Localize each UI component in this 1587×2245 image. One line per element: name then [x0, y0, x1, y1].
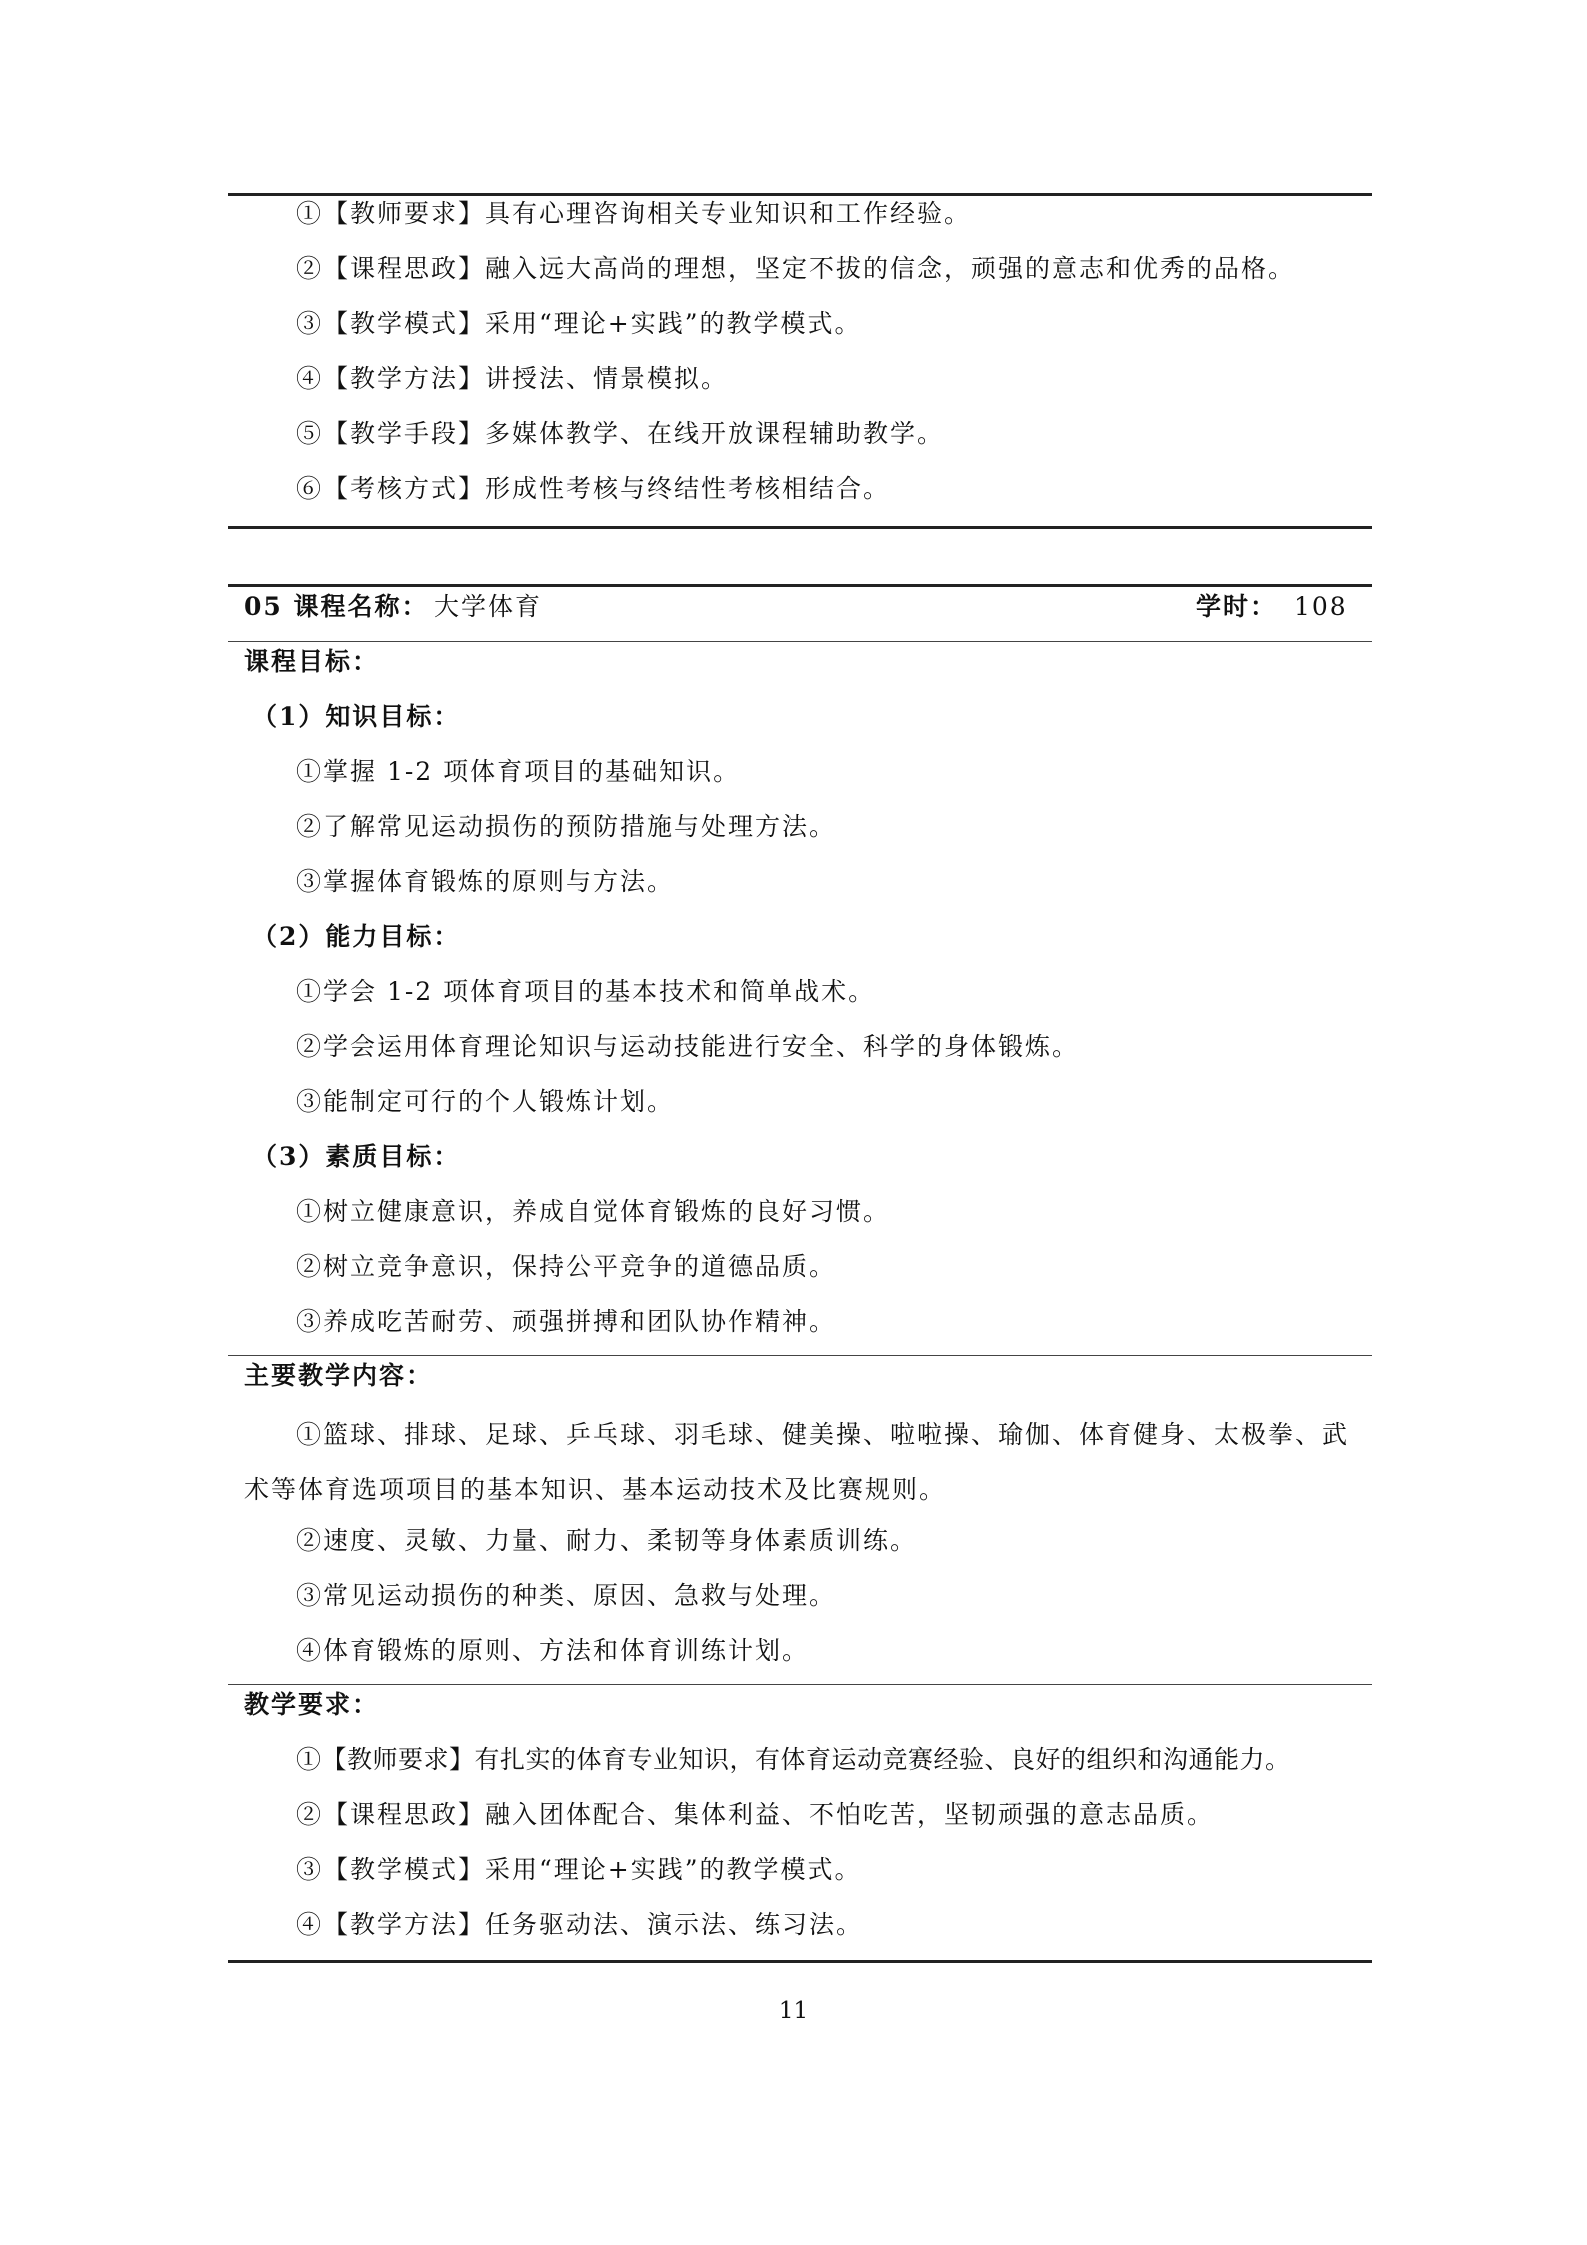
content-item-3: ③常见运动损伤的种类、原因、急救与处理。: [296, 1581, 837, 1610]
knowledge-item-2: ②了解常见运动损伤的预防措施与处理方法。: [296, 812, 837, 841]
table-top-rule: [228, 193, 1372, 196]
course-name-label: 05 课程名称：: [244, 592, 429, 621]
prev-requirement-2: ②【课程思政】融入远大高尚的理想，坚定不拔的信念，顽强的意志和优秀的品格。: [296, 254, 1296, 283]
content-item-2: ②速度、灵敏、力量、耐力、柔韧等身体素质训练。: [296, 1526, 918, 1555]
page-number: 11: [778, 1998, 809, 2024]
knowledge-item-3: ③掌握体育锻炼的原则与方法。: [296, 867, 675, 896]
quality-item-1: ①树立健康意识，养成自觉体育锻炼的良好习惯。: [296, 1197, 891, 1226]
content-rule: [228, 1684, 1372, 1685]
quality-item-2: ②树立竞争意识，保持公平竞争的道德品质。: [296, 1252, 837, 1281]
course-hours: 108: [1294, 592, 1348, 621]
course-top-rule: [228, 584, 1372, 587]
requirement-item-2: ②【课程思政】融入团体配合、集体利益、不怕吃苦，坚韧顽强的意志品质。: [296, 1800, 1215, 1829]
prev-requirement-4: ④【教学方法】讲授法、情景模拟。: [296, 364, 729, 393]
ability-item-3: ③能制定可行的个人锻炼计划。: [296, 1087, 675, 1116]
knowledge-item-1: ①掌握 1-2 项体育项目的基础知识。: [296, 757, 741, 786]
course-bottom-rule: [228, 1960, 1372, 1963]
requirement-item-1: ①【教师要求】有扎实的体育专业知识，有体育运动竞赛经验、良好的组织和沟通能力。: [296, 1745, 1291, 1774]
prev-requirement-5: ⑤【教学手段】多媒体教学、在线开放课程辅助教学。: [296, 419, 945, 448]
course-name: 大学体育: [434, 592, 543, 621]
course-hours-label: 学时：: [1196, 592, 1278, 621]
requirement-item-3: ③【教学模式】采用“理论+实践”的教学模式。: [296, 1855, 862, 1884]
quality-item-3: ③养成吃苦耐劳、顽强拼搏和团队协作精神。: [296, 1307, 837, 1336]
course-header-rule: [228, 641, 1372, 642]
knowledge-heading: （1）知识目标：: [252, 702, 461, 731]
objectives-title: 课程目标：: [244, 647, 380, 676]
ability-item-2: ②学会运用体育理论知识与运动技能进行安全、科学的身体锻炼。: [296, 1032, 1080, 1061]
ability-item-1: ①学会 1-2 项体育项目的基本技术和简单战术。: [296, 977, 876, 1006]
content-title: 主要教学内容：: [244, 1361, 434, 1390]
objectives-rule: [228, 1355, 1372, 1356]
content-item-4: ④体育锻炼的原则、方法和体育训练计划。: [296, 1636, 810, 1665]
prev-requirement-3: ③【教学模式】采用“理论+实践”的教学模式。: [296, 309, 862, 338]
ability-heading: （2）能力目标：: [252, 922, 461, 951]
prev-requirement-6: ⑥【考核方式】形成性考核与终结性考核相结合。: [296, 474, 891, 503]
table-bottom-rule: [228, 526, 1372, 529]
requirement-item-4: ④【教学方法】任务驱动法、演示法、练习法。: [296, 1910, 864, 1939]
quality-heading: （3）素质目标：: [252, 1142, 461, 1171]
content-item-1: ①篮球、排球、足球、乒乓球、羽毛球、健美操、啦啦操、瑜伽、体育健身、太极拳、武术等体育选项项目的基本知识、基本运动技术及比赛规则。: [244, 1420, 1350, 1504]
prev-requirement-1: ①【教师要求】具有心理咨询相关专业知识和工作经验。: [296, 199, 972, 228]
requirements-title: 教学要求：: [244, 1690, 380, 1719]
